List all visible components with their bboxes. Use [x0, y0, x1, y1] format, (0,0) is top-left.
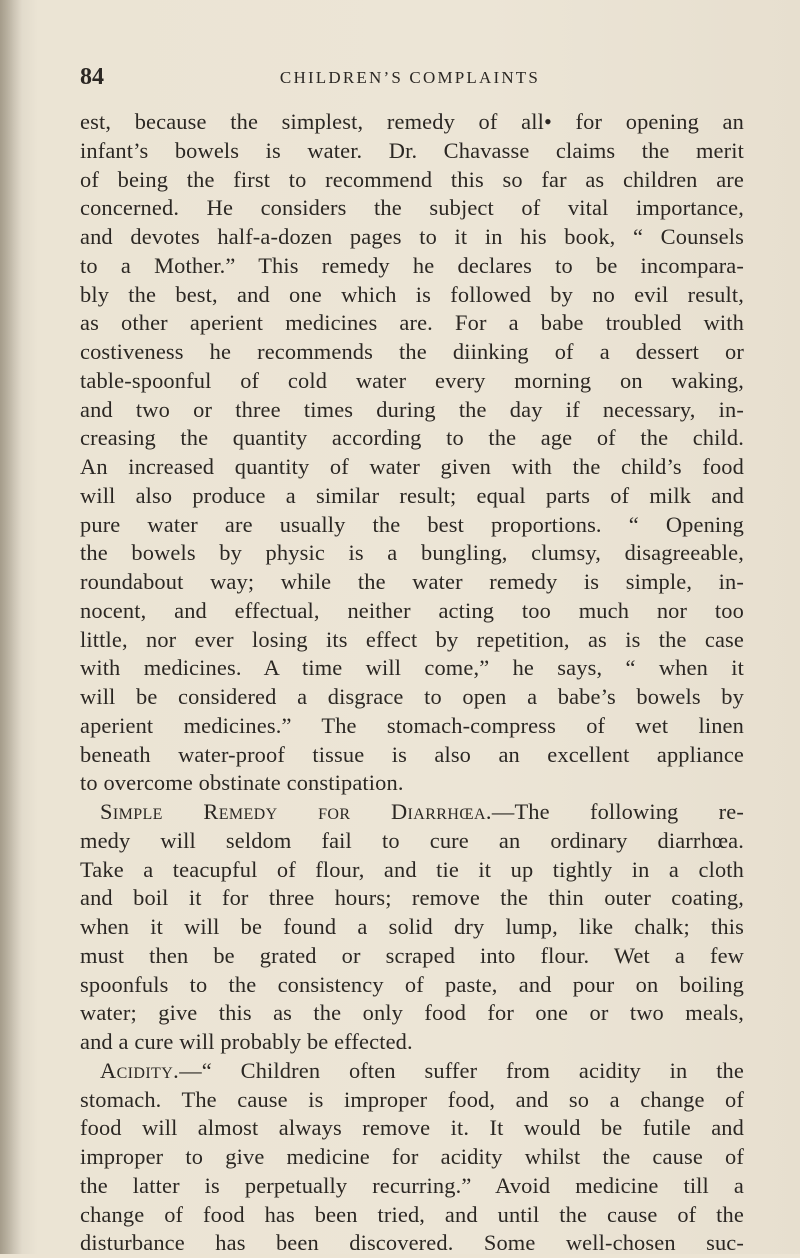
text-line: water; give this as the only food for one or two meals, — [80, 1000, 744, 1026]
text-line: est, because the simplest, remedy of all• for opening an — [80, 109, 744, 134]
text-line: as other aperient medicines are. For a babe troubled with — [80, 310, 744, 336]
page-number: 84 — [80, 64, 104, 90]
text-line: change of food has been tried, and until the cause of the — [80, 1201, 744, 1227]
text-line: table-spoonful of cold water every morning on waking, — [80, 367, 744, 393]
text-line: medy will seldom fail to cure an ordinary diarrhœa. — [80, 827, 744, 853]
section-first-line — [80, 1057, 744, 1086]
section-heading-acidity: Acidity. — [100, 1057, 180, 1083]
text-line: concerned. He considers the subject of vital importance, — [80, 195, 744, 221]
text-run: —“ Children often suffer from acidity in the — [179, 1057, 744, 1083]
text-line: Take a teacupful of flour, and tie it up tightly in a cloth — [80, 856, 744, 882]
text-line: the bowels by physic is a bungling, clumsy, disagreeable, — [80, 540, 744, 566]
section-first-line — [80, 798, 744, 827]
text-line: little, nor ever losing its effect by repetition, as is the case — [80, 626, 744, 652]
text-line: will be considered a disgrace to open a babe’s bowels by — [80, 684, 744, 709]
text-line: when it will be found a solid dry lump, like chalk; this — [80, 914, 744, 939]
text-line: aperient medicines.” The stomach-compress of wet linen — [80, 712, 744, 738]
text-line: and a cure will probably be effected. — [80, 1029, 413, 1054]
text-line: must then be grated or scraped into flour. Wet a few — [80, 942, 744, 968]
text-line: stomach. The cause is improper food, and so a change of — [80, 1086, 744, 1112]
text-line: creasing the quantity according to the age of the child. — [80, 425, 744, 451]
page-header — [80, 64, 740, 96]
text-line: beneath water-proof tissue is also an excellent appliance — [80, 741, 744, 767]
running-head: CHILDREN’S COMPLAINTS — [279, 68, 541, 87]
text-line: costiveness he recommends the diinking of a dessert or — [80, 339, 744, 364]
text-line: to overcome obstinate constipation. — [80, 770, 404, 796]
text-line: and devotes half-a-dozen pages to it in his book, “ Counsels — [80, 224, 744, 249]
text-line: bly the best, and one which is followed by no evil result, — [80, 281, 744, 307]
text-line: spoonfuls to the consistency of paste, and pour on boiling — [80, 971, 744, 997]
text-line: disturbance has been discovered. Some well-chosen suc- — [80, 1230, 744, 1256]
text-line: and boil it for three hours; remove the thin outer coating, — [80, 885, 744, 911]
text-line: of being the first to recommend this so far as children are — [80, 166, 744, 192]
text-line: improper to give medicine for acidity whilst the cause of — [80, 1144, 744, 1169]
text-line: An increased quantity of water given with the child’s food — [80, 454, 744, 479]
text-line: and two or three times during the day if necessary, in- — [80, 396, 744, 422]
text-line: with medicines. A time will come,” he says, “ when it — [80, 655, 744, 681]
body-text — [80, 108, 744, 1258]
text-line: roundabout way; while the water remedy is simple, in- — [80, 569, 744, 594]
book-spine-shadow — [0, 0, 22, 1254]
text-line: nocent, and effectual, neither acting too much nor too — [80, 597, 744, 623]
section-heading-diarrhoea: Simple Remedy for Diarrhœa. — [100, 799, 492, 824]
text-line: pure water are usually the best proportions. “ Opening — [80, 511, 744, 537]
text-line: the latter is perpetually recurring.” Avoid medicine till a — [80, 1172, 744, 1198]
text-run: —The following re- — [491, 799, 744, 824]
text-line: food will almost always remove it. It would be futile and — [80, 1115, 744, 1141]
text-line: infant’s bowels is water. Dr. Chavasse claims the merit — [80, 137, 744, 163]
text-line: will also produce a similar result; equal parts of milk and — [80, 482, 744, 508]
text-line: to a Mother.” This remedy he declares to be incompara- — [80, 252, 744, 278]
